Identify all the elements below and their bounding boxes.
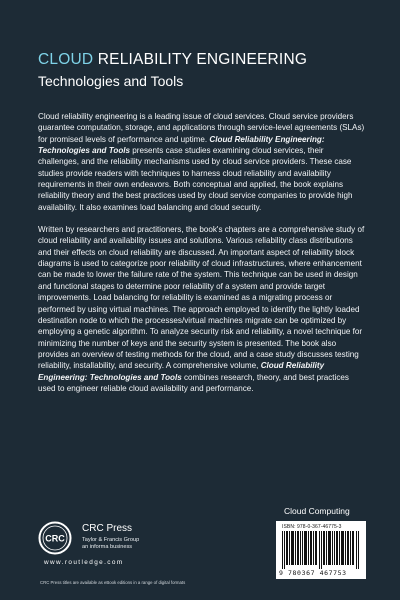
crc-logo-icon <box>38 521 72 555</box>
publisher-line-1: Taylor & Francis Group <box>82 537 140 543</box>
publisher-block <box>30 517 230 577</box>
barcode-number: 9 780367 467753 <box>279 569 347 577</box>
title-rest: RELIABILITY ENGINEERING <box>93 51 308 68</box>
book-title <box>38 50 378 70</box>
title-block <box>38 50 378 90</box>
publisher-group <box>82 537 139 551</box>
crc-logo-text: CRC <box>45 533 65 544</box>
description-paragraph-2 <box>38 224 366 394</box>
p1-rest-text: presents case studies examining cloud services, their challenges, and the reliability mechanisms used by cloud service providers. These case studies provide readers with techniques to harness cloud reliability and availability requirements in their own endeavors. Both conceptual and applied, the book explains reliability theory and the best practices used by cloud service companies to provide high availability. It also examines load balancing and cloud security. <box>38 146 353 212</box>
title-accent-word: CLOUD <box>38 51 94 68</box>
book-subtitle: Technologies and Tools <box>38 73 184 89</box>
p2-rest-text: combines research, theory, and best practices used to engineer reliable cloud availability and performance. <box>38 372 349 393</box>
p2-text: Written by researchers and practitioners, the book's chapters are a comprehensive study of cloud reliability and availability issues and solutions. Various reliability class distributions and their effects on cloud reliability are discussed. An important aspect of reliability block diagrams is used to categorize poor reliability of cloud infrastructures, where enhancement can be made to lower the failure rate of the system. This technique can be used in design and functional stages to determine poor reliability of a system and provide target improvements. Load balancing for reliability is examined as a migrating process or performed by using virtual machines. The approach employed to identify the lightly loaded destination node to which the processes/virtual machines migrate can be optimized by employing a genetic algorithm. To analyze security risk and reliability, a novel technique for minimizing the number of keys and the security system is presented. The book also provides an overview of testing methods for the cloud, and a case study discusses testing reliability, installability, and security. A comprehensive volume, <box>38 225 365 371</box>
p1-italic-title: Cloud Reliability Engineering: Technologies and Tools <box>38 134 325 156</box>
ebook-footnote: CRC Press titles are available as eBook editions in a range of digital formats <box>40 580 186 585</box>
p2-italic-title: Cloud Reliability Engineering: Technologies and Tools <box>38 361 325 382</box>
p1-text: Cloud reliability engineering is a leading issue of cloud services. Cloud service providers guarantee computation, storage, and applications through service-level agreements (SLAs) for promised levels of performance and uptime. <box>38 112 365 144</box>
description <box>38 111 366 405</box>
description-paragraph-1 <box>38 111 366 213</box>
barcode-icon <box>282 531 360 569</box>
isbn-label: ISBN: 978-0-367-46775-3 <box>282 524 342 530</box>
publisher-website: www.routledge.com <box>44 559 124 566</box>
publisher-name: CRC Press <box>82 523 133 534</box>
subject-category: Cloud Computing <box>284 506 350 516</box>
barcode-panel <box>276 521 366 579</box>
publisher-line-2: an informa business <box>82 544 133 550</box>
